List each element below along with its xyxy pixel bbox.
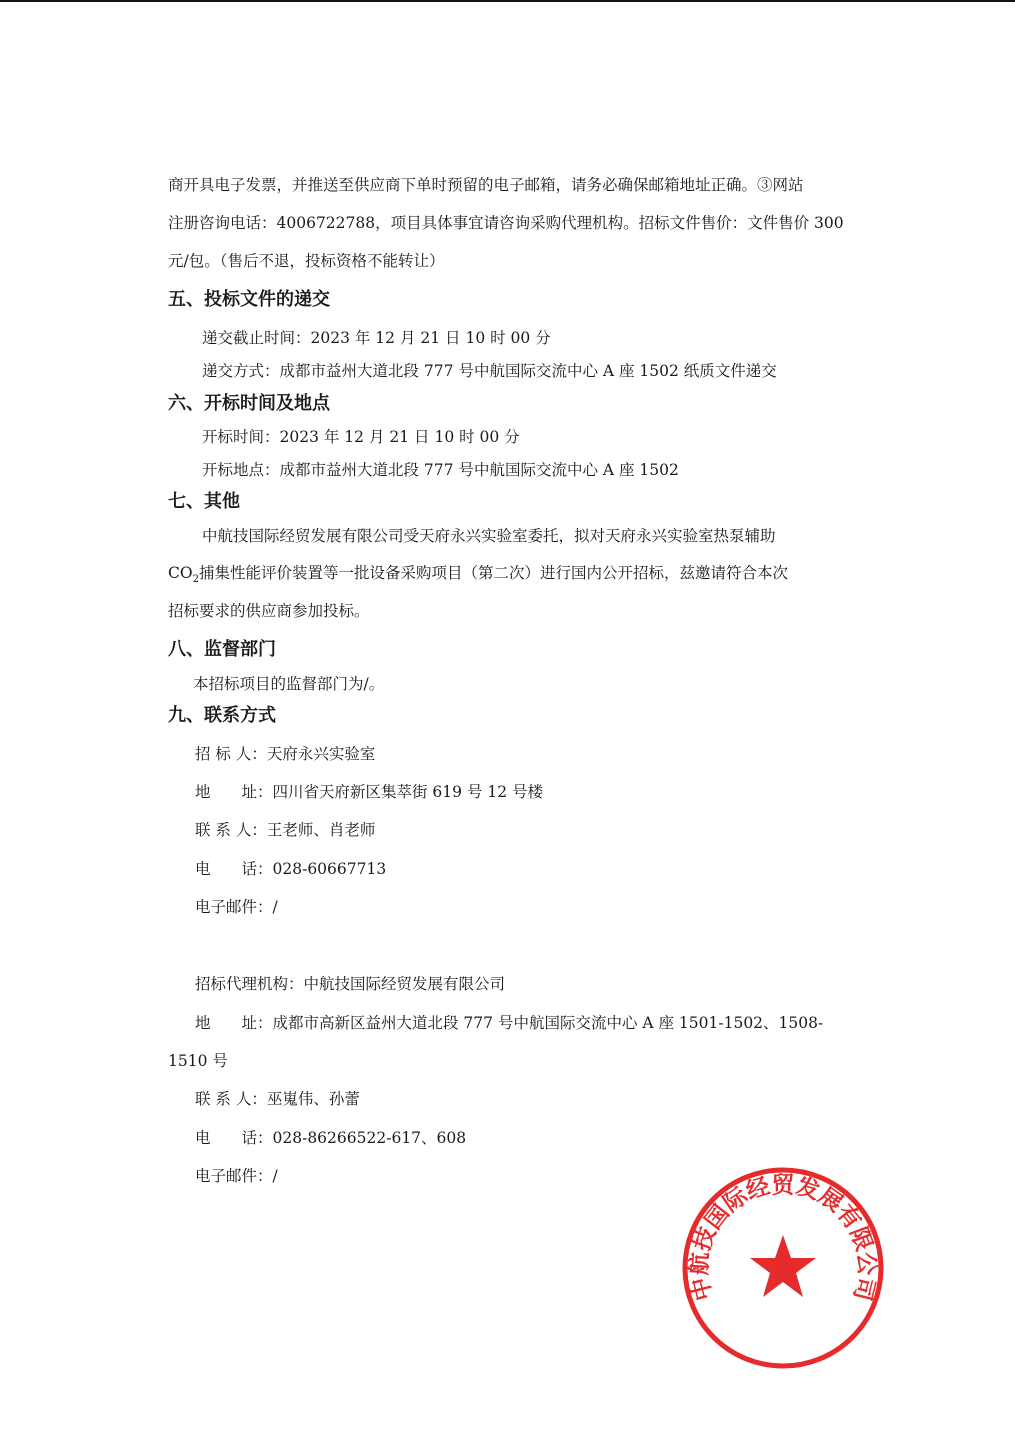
supervision-text: 本招标项目的监督部门为/。 [193,675,385,693]
opening-place: 开标地点：成都市益州大道北段 777 号中航国际交流中心 A 座 1502 [202,461,679,479]
seal-star-icon [750,1235,816,1297]
tenderer: 招 标 人：天府永兴实验室 [195,745,376,763]
other-line-2 [168,563,788,590]
top-rule [0,0,1015,2]
company-seal [680,1165,886,1371]
intro-line-1: 商开具电子发票，并推送至供应商下单时预留的电子邮箱，请务必确保邮箱地址正确。③网站 [168,176,804,194]
section-9-heading: 九、联系方式 [168,705,276,726]
agency-email: 电子邮件：/ [195,1167,278,1185]
tenderer-email: 电子邮件：/ [195,898,278,916]
agency-address-cont: 1510 号 [168,1052,228,1070]
tenderer-contact: 联 系 人：王老师、肖老师 [195,821,376,839]
agency-address: 地 址：成都市高新区益州大道北段 777 号中航国际交流中心 A 座 1501-1502、1508- [195,1014,824,1032]
opening-time: 开标时间：2023 年 12 月 21 日 10 时 00 分 [202,428,520,446]
agency-phone: 电 话：028-86266522-617、608 [195,1129,467,1147]
intro-line-3: 元/包。（售后不退，投标资格不能转让） [168,252,445,270]
submission-method: 递交方式：成都市益州大道北段 777 号中航国际交流中心 A 座 1502 纸质文件递交 [202,362,777,380]
other-line-3: 招标要求的供应商参加投标。 [168,602,370,620]
agency-name: 招标代理机构：中航技国际经贸发展有限公司 [195,975,506,993]
section-7-heading: 七、其他 [168,491,240,512]
co2-subscript: 2 [192,574,199,586]
section-8-heading: 八、监督部门 [168,639,276,660]
seal-text: 中航技国际经贸发展有限公司 [685,1171,881,1304]
tenderer-phone: 电 话：028-60667713 [195,860,387,878]
section-5-heading: 五、投标文件的递交 [168,289,330,310]
other-line-2-text: 捕集性能评价装置等一批设备采购项目（第二次）进行国内公开招标，兹邀请符合本次 [198,564,788,582]
submission-deadline: 递交截止时间：2023 年 12 月 21 日 10 时 00 分 [202,329,551,347]
co2-prefix: CO [168,564,193,582]
intro-line-2: 注册咨询电话：4006722788，项目具体事宜请咨询采购代理机构。招标文件售价：文件售价 300 [168,214,844,232]
tenderer-address: 地 址：四川省天府新区集萃街 619 号 12 号楼 [195,783,544,801]
other-line-1: 中航技国际经贸发展有限公司受天府永兴实验室委托，拟对天府永兴实验室热泵辅助 [202,527,776,545]
agency-contact: 联 系 人：巫嵬伟、孙蕾 [195,1090,360,1108]
section-6-heading: 六、开标时间及地点 [168,393,330,414]
